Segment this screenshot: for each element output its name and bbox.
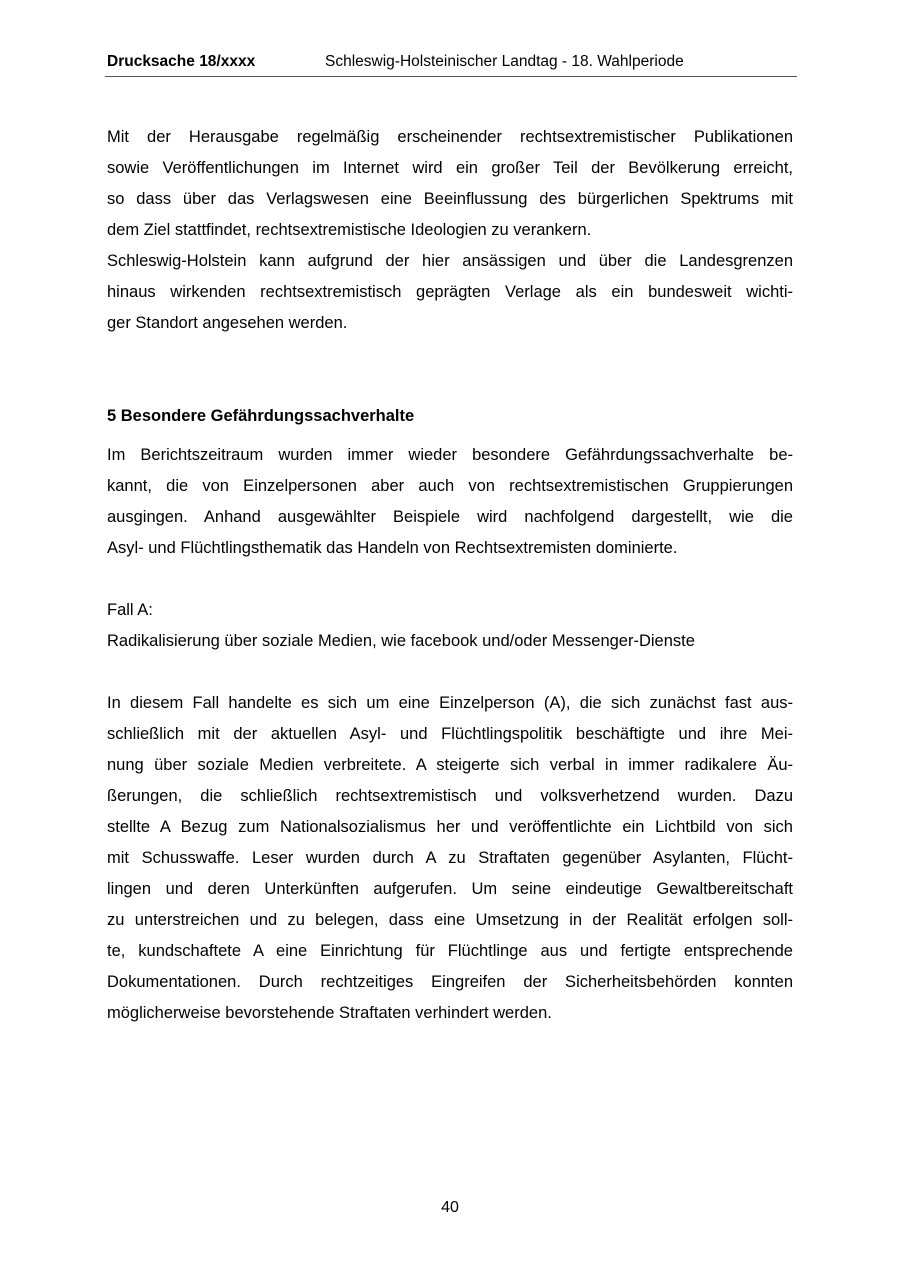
page-header bbox=[107, 53, 797, 70]
text-line: zu unterstreichen und zu belegen, dass eine Umsetzung in der Realität erfolgen soll- bbox=[107, 911, 793, 929]
document-body bbox=[107, 122, 793, 1029]
text-line: ger Standort angesehen werden. bbox=[107, 314, 348, 332]
text-line: Schleswig-Holstein kann aufgrund der hier ansässigen und über die Landesgrenzen bbox=[107, 252, 793, 270]
header-divider bbox=[105, 76, 797, 77]
case-subtitle bbox=[107, 626, 793, 657]
text-line: hinaus wirkenden rechtsextremistisch geprägten Verlage als ein bundesweit wichti- bbox=[107, 283, 793, 301]
paragraph-berichtszeitraum bbox=[107, 440, 793, 564]
page-number: 40 bbox=[441, 1199, 459, 1216]
text-line: lingen und deren Unterkünften aufgerufen. Um seine eindeutige Gewaltbereitschaft bbox=[107, 880, 793, 898]
paragraph-standort bbox=[107, 246, 793, 339]
text-line: ßerungen, die schließlich rechtsextremistisch und volksverhetzend wurden. Dazu bbox=[107, 787, 793, 805]
text-line: kannt, die von Einzelpersonen aber auch von rechtsextremistischen Gruppierungen bbox=[107, 477, 793, 495]
text-line: Mit der Herausgabe regelmäßig erscheinender rechtsextremistischer Publikationen bbox=[107, 128, 793, 146]
text-line: so dass über das Verlagswesen eine Beeinflussung des bürgerlichen Spektrums mit bbox=[107, 190, 793, 208]
document-id: Drucksache 18/xxxx bbox=[107, 53, 256, 70]
page-footer bbox=[0, 1192, 900, 1223]
text-line: In diesem Fall handelte es sich um eine Einzelperson (A), die sich zunächst fast aus- bbox=[107, 694, 793, 712]
text-line: schließlich mit der aktuellen Asyl- und Flüchtlingspolitik beschäftigte und ihre Mei- bbox=[107, 725, 793, 743]
paragraph-publications bbox=[107, 122, 793, 246]
text-line: sowie Veröffentlichungen im Internet wird ein großer Teil der Bevölkerung erreicht, bbox=[107, 159, 793, 177]
text-line: dem Ziel stattfindet, rechtsextremistische Ideologien zu verankern. bbox=[107, 221, 592, 239]
text-line: möglicherweise bevorstehende Straftaten verhindert werden. bbox=[107, 1004, 552, 1022]
text-line: Fall A: bbox=[107, 601, 153, 619]
section-heading-5: 5 Besondere Gefährdungssachverhalte bbox=[107, 407, 415, 425]
text-line: Radikalisierung über soziale Medien, wie facebook und/oder Messenger-Dienste bbox=[107, 632, 695, 650]
text-line: Im Berichtszeitraum wurden immer wieder besondere Gefährdungssachverhalte be- bbox=[107, 446, 793, 464]
text-line: Dokumentationen. Durch rechtzeitiges Eingreifen der Sicherheitsbehörden konnten bbox=[107, 973, 793, 991]
text-line: Asyl- und Flüchtlingsthematik das Handeln von Rechtsextremisten dominierte. bbox=[107, 539, 678, 557]
paragraph-fall-a-details bbox=[107, 688, 793, 1029]
text-line: nung über soziale Medien verbreitete. A steigerte sich verbal in immer radikalere Äu- bbox=[107, 756, 793, 774]
text-line: mit Schusswaffe. Leser wurden durch A zu Straftaten gegenüber Asylanten, Flücht- bbox=[107, 849, 793, 867]
document-title: Schleswig-Holsteinischer Landtag - 18. Wahlperiode bbox=[325, 53, 684, 70]
case-label bbox=[107, 595, 793, 626]
text-line: te, kundschaftete A eine Einrichtung für Flüchtlinge aus und fertigte entsprechende bbox=[107, 942, 793, 960]
text-line: stellte A Bezug zum Nationalsozialismus her und veröffentlichte ein Lichtbild von sich bbox=[107, 818, 793, 836]
text-line: ausgingen. Anhand ausgewählter Beispiele wird nachfolgend dargestellt, wie die bbox=[107, 508, 793, 526]
